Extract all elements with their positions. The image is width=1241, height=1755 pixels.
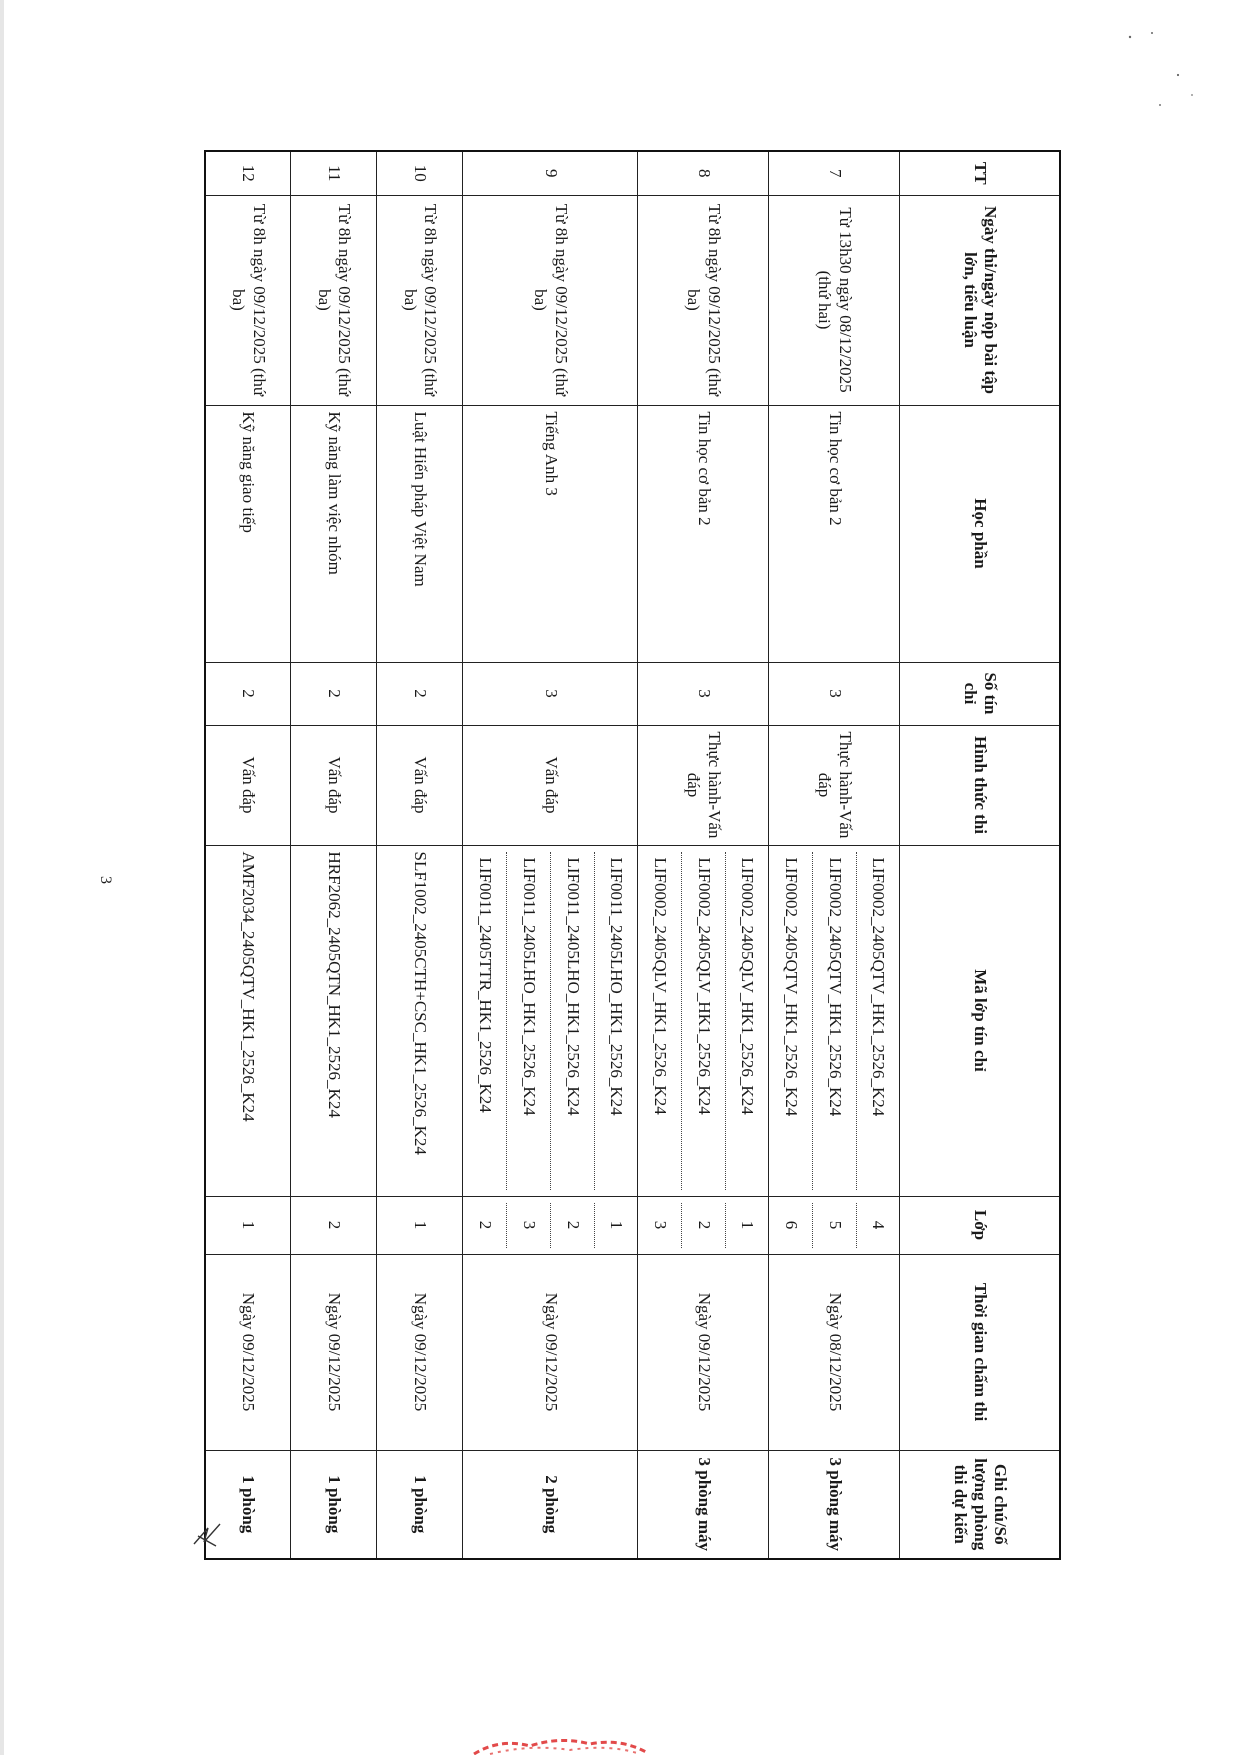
header-class-code: Mã lớp tín chỉ — [900, 845, 1060, 1196]
exam-schedule-table — [204, 150, 1061, 1560]
class-code: LIF0002_2405QLV_HK1_2526_K24 — [651, 857, 671, 1115]
cell-stt: 8 — [638, 151, 769, 195]
header-date: Ngày thi/ngày nộp bài tập lớn, tiểu luận — [900, 195, 1060, 405]
class-number: 2 — [476, 1220, 496, 1230]
class-number: 3 — [651, 1220, 671, 1230]
class-number: 2 — [681, 1203, 725, 1248]
page-edge — [0, 0, 4, 1755]
cell-notes: 3 phòng máy — [638, 1450, 769, 1559]
cell-class-number: 2 — [291, 1196, 377, 1254]
cell-credits: 3 — [638, 662, 769, 725]
cell-credits: 3 — [769, 662, 900, 725]
table-row — [463, 151, 638, 1559]
class-code: LIF0011_2405LHO_HK1_2526_K24 — [550, 852, 594, 1190]
header-grading-time: Thời gian chấm thi — [900, 1254, 1060, 1450]
cell-exam-type: Vấn đáp — [205, 725, 291, 845]
cell-notes: 2 phòng — [463, 1450, 638, 1559]
cell-course: Kỹ năng làm việc nhóm — [291, 405, 377, 662]
cell-credits: 2 — [205, 662, 291, 725]
cell-class-codes — [463, 845, 638, 1196]
class-number: 1 — [725, 1203, 769, 1248]
class-code: LIF0002_2405QLV_HK1_2526_K24 — [725, 852, 769, 1190]
cell-exam-type: Thực hành-Vấn đáp — [638, 725, 769, 845]
cell-course: Tin học cơ bản 2 — [638, 405, 769, 662]
table-row — [769, 151, 900, 1559]
cell-course: Kỹ năng giao tiếp — [205, 405, 291, 662]
cell-exam-type: Vấn đáp — [291, 725, 377, 845]
cell-stt: 11 — [291, 151, 377, 195]
cell-course: Luật Hiến pháp Việt Nam — [377, 405, 463, 662]
cell-course: Tin học cơ bản 2 — [769, 405, 900, 662]
cell-credits: 2 — [377, 662, 463, 725]
cell-class-numbers — [638, 1196, 769, 1254]
cell-date: Từ 13h30 ngày 08/12/2025 (thứ hai) — [769, 195, 900, 405]
class-number: 5 — [812, 1203, 856, 1248]
cell-date: Từ 8h ngày 09/12/2025 (thứ ba) — [638, 195, 769, 405]
cell-stt: 10 — [377, 151, 463, 195]
cell-exam-type: Thực hành-Vấn đáp — [769, 725, 900, 845]
cell-credits: 3 — [463, 662, 638, 725]
rotated-table-wrapper — [206, 150, 1061, 1558]
cell-stt: 7 — [769, 151, 900, 195]
cell-class-codes — [638, 845, 769, 1196]
cell-class-code: HRF2062_2405QTN_HK1_2526_K24 — [291, 845, 377, 1196]
class-number: 3 — [506, 1203, 550, 1248]
cell-grading-time: Ngày 09/12/2025 — [291, 1254, 377, 1450]
page-number: 3 — [97, 876, 114, 884]
class-code: LIF0011_2405LHO_HK1_2526_K24 — [506, 852, 550, 1190]
class-number: 4 — [856, 1203, 900, 1248]
class-code: LIF0011_2405TTR_HK1_2526_K24 — [476, 857, 496, 1113]
cell-class-code: SLF1002_2405CTH+CSC_HK1_2526_K24 — [377, 845, 463, 1196]
cell-exam-type: Vấn đáp — [377, 725, 463, 845]
class-code: LIF0011_2405LHO_HK1_2526_K24 — [594, 852, 638, 1190]
header-stt: TT — [900, 151, 1060, 195]
cell-stt: 9 — [463, 151, 638, 195]
cell-grading-time: Ngày 09/12/2025 — [638, 1254, 769, 1450]
cell-exam-type: Vấn đáp — [463, 725, 638, 845]
class-code: LIF0002_2405QTV_HK1_2526_K24 — [812, 852, 856, 1190]
cell-notes: 1 phòng — [205, 1450, 291, 1559]
cell-class-code: AMF2034_2405QTV_HK1_2526_K24 — [205, 845, 291, 1196]
table-row — [638, 151, 769, 1559]
cell-date: Từ 8h ngày 09/12/2025 (thứ ba) — [205, 195, 291, 405]
header-credits: Số tín chỉ — [900, 662, 1060, 725]
table-row — [291, 151, 377, 1559]
cell-notes: 3 phòng máy — [769, 1450, 900, 1559]
cell-grading-time: Ngày 08/12/2025 — [769, 1254, 900, 1450]
cell-grading-time: Ngày 09/12/2025 — [463, 1254, 638, 1450]
header-row — [900, 151, 1060, 1559]
class-code: LIF0002_2405QLV_HK1_2526_K24 — [681, 852, 725, 1190]
cell-notes: 1 phòng — [377, 1450, 463, 1559]
scan-specks — [1100, 25, 1210, 115]
cell-date: Từ 8h ngày 09/12/2025 (thứ ba) — [291, 195, 377, 405]
cell-credits: 2 — [291, 662, 377, 725]
cell-class-number: 1 — [377, 1196, 463, 1254]
header-course: Học phần — [900, 405, 1060, 662]
signature-mark — [190, 1522, 226, 1552]
cell-grading-time: Ngày 09/12/2025 — [377, 1254, 463, 1450]
table-row — [377, 151, 463, 1559]
class-code: LIF0002_2405QTV_HK1_2526_K24 — [856, 852, 900, 1190]
class-number: 6 — [782, 1220, 802, 1230]
header-exam-type: Hình thức thi — [900, 725, 1060, 845]
cell-course: Tiếng Anh 3 — [463, 405, 638, 662]
cell-date: Từ 8h ngày 09/12/2025 (thứ ba) — [463, 195, 638, 405]
cell-notes: 1 phòng — [291, 1450, 377, 1559]
header-class-no: Lớp — [900, 1196, 1060, 1254]
cell-class-numbers — [463, 1196, 638, 1254]
class-number: 1 — [594, 1203, 638, 1248]
cell-class-codes — [769, 845, 900, 1196]
cell-date: Từ 8h ngày 09/12/2025 (thứ ba) — [377, 195, 463, 405]
cell-class-number: 1 — [205, 1196, 291, 1254]
header-notes: Ghi chú/Số lượng phòng thi dự kiến — [900, 1450, 1060, 1559]
class-code: LIF0002_2405QTV_HK1_2526_K24 — [782, 857, 802, 1117]
cell-stt: 12 — [205, 151, 291, 195]
cell-grading-time: Ngày 09/12/2025 — [205, 1254, 291, 1450]
stamp-fragment — [470, 1736, 650, 1755]
table-row — [205, 151, 291, 1559]
cell-class-numbers — [769, 1196, 900, 1254]
class-number: 2 — [550, 1203, 594, 1248]
